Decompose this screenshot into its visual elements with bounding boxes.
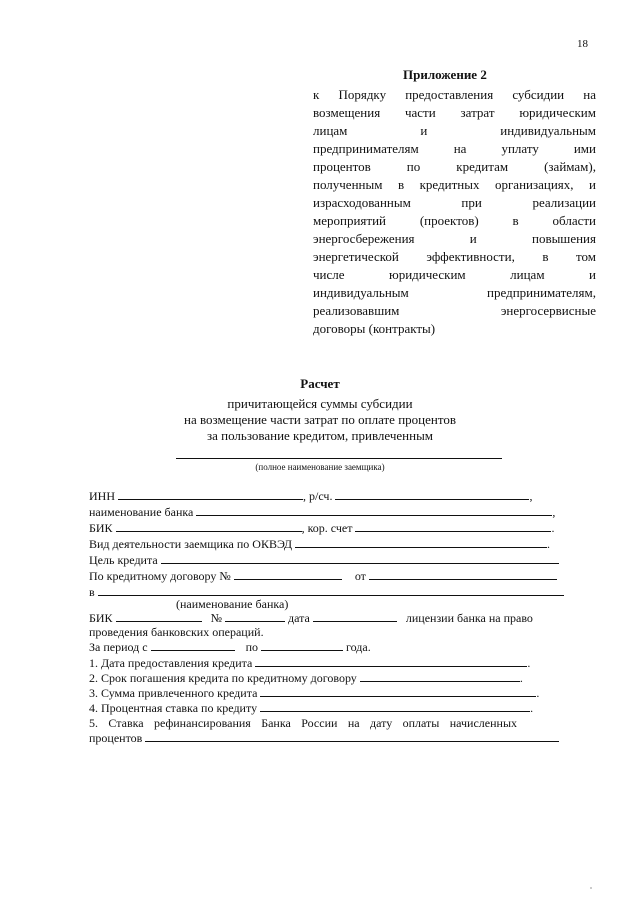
- in-label: в: [89, 585, 95, 599]
- period-start-field[interactable]: [151, 640, 235, 651]
- appendix-title: Приложение 2: [403, 67, 487, 82]
- purpose-row: [89, 553, 559, 567]
- year-label: года.: [346, 640, 371, 654]
- bik2-label: БИК: [89, 611, 113, 625]
- purpose-label: Цель кредита: [89, 553, 158, 567]
- bank-name-field[interactable]: [196, 505, 552, 516]
- okved-label: Вид деятельности заемщика по ОКВЭД: [89, 537, 293, 551]
- item4-field[interactable]: [260, 701, 530, 712]
- license-label: лицензии банка на право: [405, 611, 533, 625]
- account-field[interactable]: [335, 489, 529, 500]
- calc-subtitle: за пользование кредитом, привлеченным: [206, 428, 434, 443]
- appendix-line: к Порядку предоставления субсидии на: [313, 87, 596, 102]
- appendix-line: договоры (контракты): [313, 321, 436, 336]
- borrower-name-line[interactable]: [176, 458, 502, 459]
- borrower-caption: (полное наименование заемщика): [255, 462, 385, 472]
- okved-row: Вид деятельности заемщика по ОКВЭД .: [89, 537, 551, 551]
- license-date-field[interactable]: [313, 611, 397, 622]
- item1-label: 1. Дата предоставления кредита: [89, 656, 253, 670]
- license-row: [89, 611, 533, 625]
- appendix-line: индивидуальным предпринимателям,: [313, 285, 596, 300]
- contract-date-field[interactable]: [369, 569, 557, 580]
- bik-label: БИК: [89, 521, 113, 535]
- item5-word: начисленных: [449, 716, 518, 730]
- appendix-line: предпринимателям на уплату ими: [313, 141, 596, 156]
- item3-label: 3. Сумма привлеченного кредита: [89, 686, 258, 700]
- page-number: 18: [577, 38, 588, 50]
- calc-title: Расчет: [300, 376, 340, 391]
- appendix-line: процентов по кредитам (займам),: [313, 159, 596, 174]
- item2-field[interactable]: [360, 671, 520, 682]
- contract-number-field[interactable]: [234, 569, 342, 580]
- item3-row: 3. Сумма привлеченного кредита .: [89, 686, 540, 700]
- bik2-field[interactable]: [116, 611, 202, 622]
- appendix-line: лицам и индивидуальным: [313, 123, 596, 138]
- contract-row: [89, 569, 557, 583]
- bank-name-label: наименование банка: [89, 505, 194, 519]
- item5-cont-label: процентов: [89, 731, 143, 745]
- item1-row: 1. Дата предоставления кредита .: [89, 656, 531, 670]
- item5-word: 5. Ставка: [89, 716, 144, 730]
- corr-account-field[interactable]: [355, 521, 551, 532]
- license-number-field[interactable]: [225, 611, 285, 622]
- item5-word: Банка: [261, 716, 291, 730]
- bank-caption: (наименование банка): [176, 597, 289, 611]
- item2-label: 2. Срок погашения кредита по кредитному договору: [89, 671, 357, 685]
- item5-word: рефинансирования: [154, 716, 251, 730]
- item5-field[interactable]: [145, 731, 559, 742]
- period-label: За период с: [89, 640, 148, 654]
- bank-in-field[interactable]: [98, 585, 564, 596]
- date-label: дата: [288, 611, 310, 625]
- bik-row: БИК , кор. счет .: [89, 521, 555, 535]
- appendix-line: энергосбережения и повышения: [313, 231, 596, 246]
- appendix-line: энергетической эффективности, в том: [313, 249, 596, 264]
- item5-word: на: [347, 716, 360, 730]
- to-label: по: [245, 640, 259, 654]
- period-row: [89, 640, 371, 654]
- appendix-line: возмещения части затрат юридическим: [313, 105, 596, 120]
- item5-word: оплаты: [402, 716, 440, 730]
- contract-label: По кредитному договору №: [89, 569, 231, 583]
- item5-word: дату: [369, 716, 393, 730]
- inn-label: ИНН: [89, 489, 115, 503]
- scan-speck: [590, 887, 592, 889]
- bank-name-row: наименование банка ,: [89, 505, 556, 519]
- no-label: №: [210, 611, 223, 625]
- inn-field[interactable]: [118, 489, 303, 500]
- account-label: , р/сч.: [303, 489, 333, 503]
- item1-field[interactable]: [255, 656, 527, 667]
- item4-label: 4. Процентная ставка по кредиту: [89, 701, 258, 715]
- item5-word: России: [301, 716, 338, 730]
- inn-row: ИНН , р/сч. ,: [89, 489, 533, 503]
- calc-subtitle: причитающейся суммы субсидии: [227, 396, 413, 411]
- appendix-line: числе юридическим лицам и: [313, 267, 596, 282]
- purpose-field[interactable]: [161, 553, 559, 564]
- appendix-line: полученным в кредитных организациях, и: [313, 177, 596, 192]
- appendix-line: израсходованным при реализации: [313, 195, 596, 210]
- period-end-field[interactable]: [261, 640, 343, 651]
- okved-field[interactable]: [295, 537, 547, 548]
- item5-cont-row: [89, 731, 559, 745]
- item5-row: [89, 716, 517, 730]
- license-cont: проведения банковских операций.: [89, 625, 264, 639]
- appendix-line: мероприятий (проектов) в области: [313, 213, 596, 228]
- bik-field[interactable]: [116, 521, 302, 532]
- calc-subtitle: на возмещение части затрат по оплате процентов: [183, 412, 456, 427]
- bank-in-row: [89, 585, 564, 599]
- corr-account-label: , кор. счет: [301, 521, 353, 535]
- item2-row: 2. Срок погашения кредита по кредитному договору .: [89, 671, 523, 685]
- from-label: от: [354, 569, 366, 583]
- item3-field[interactable]: [260, 686, 536, 697]
- item4-row: 4. Процентная ставка по кредиту .: [89, 701, 534, 715]
- appendix-line: реализовавшим энергосервисные: [313, 303, 596, 318]
